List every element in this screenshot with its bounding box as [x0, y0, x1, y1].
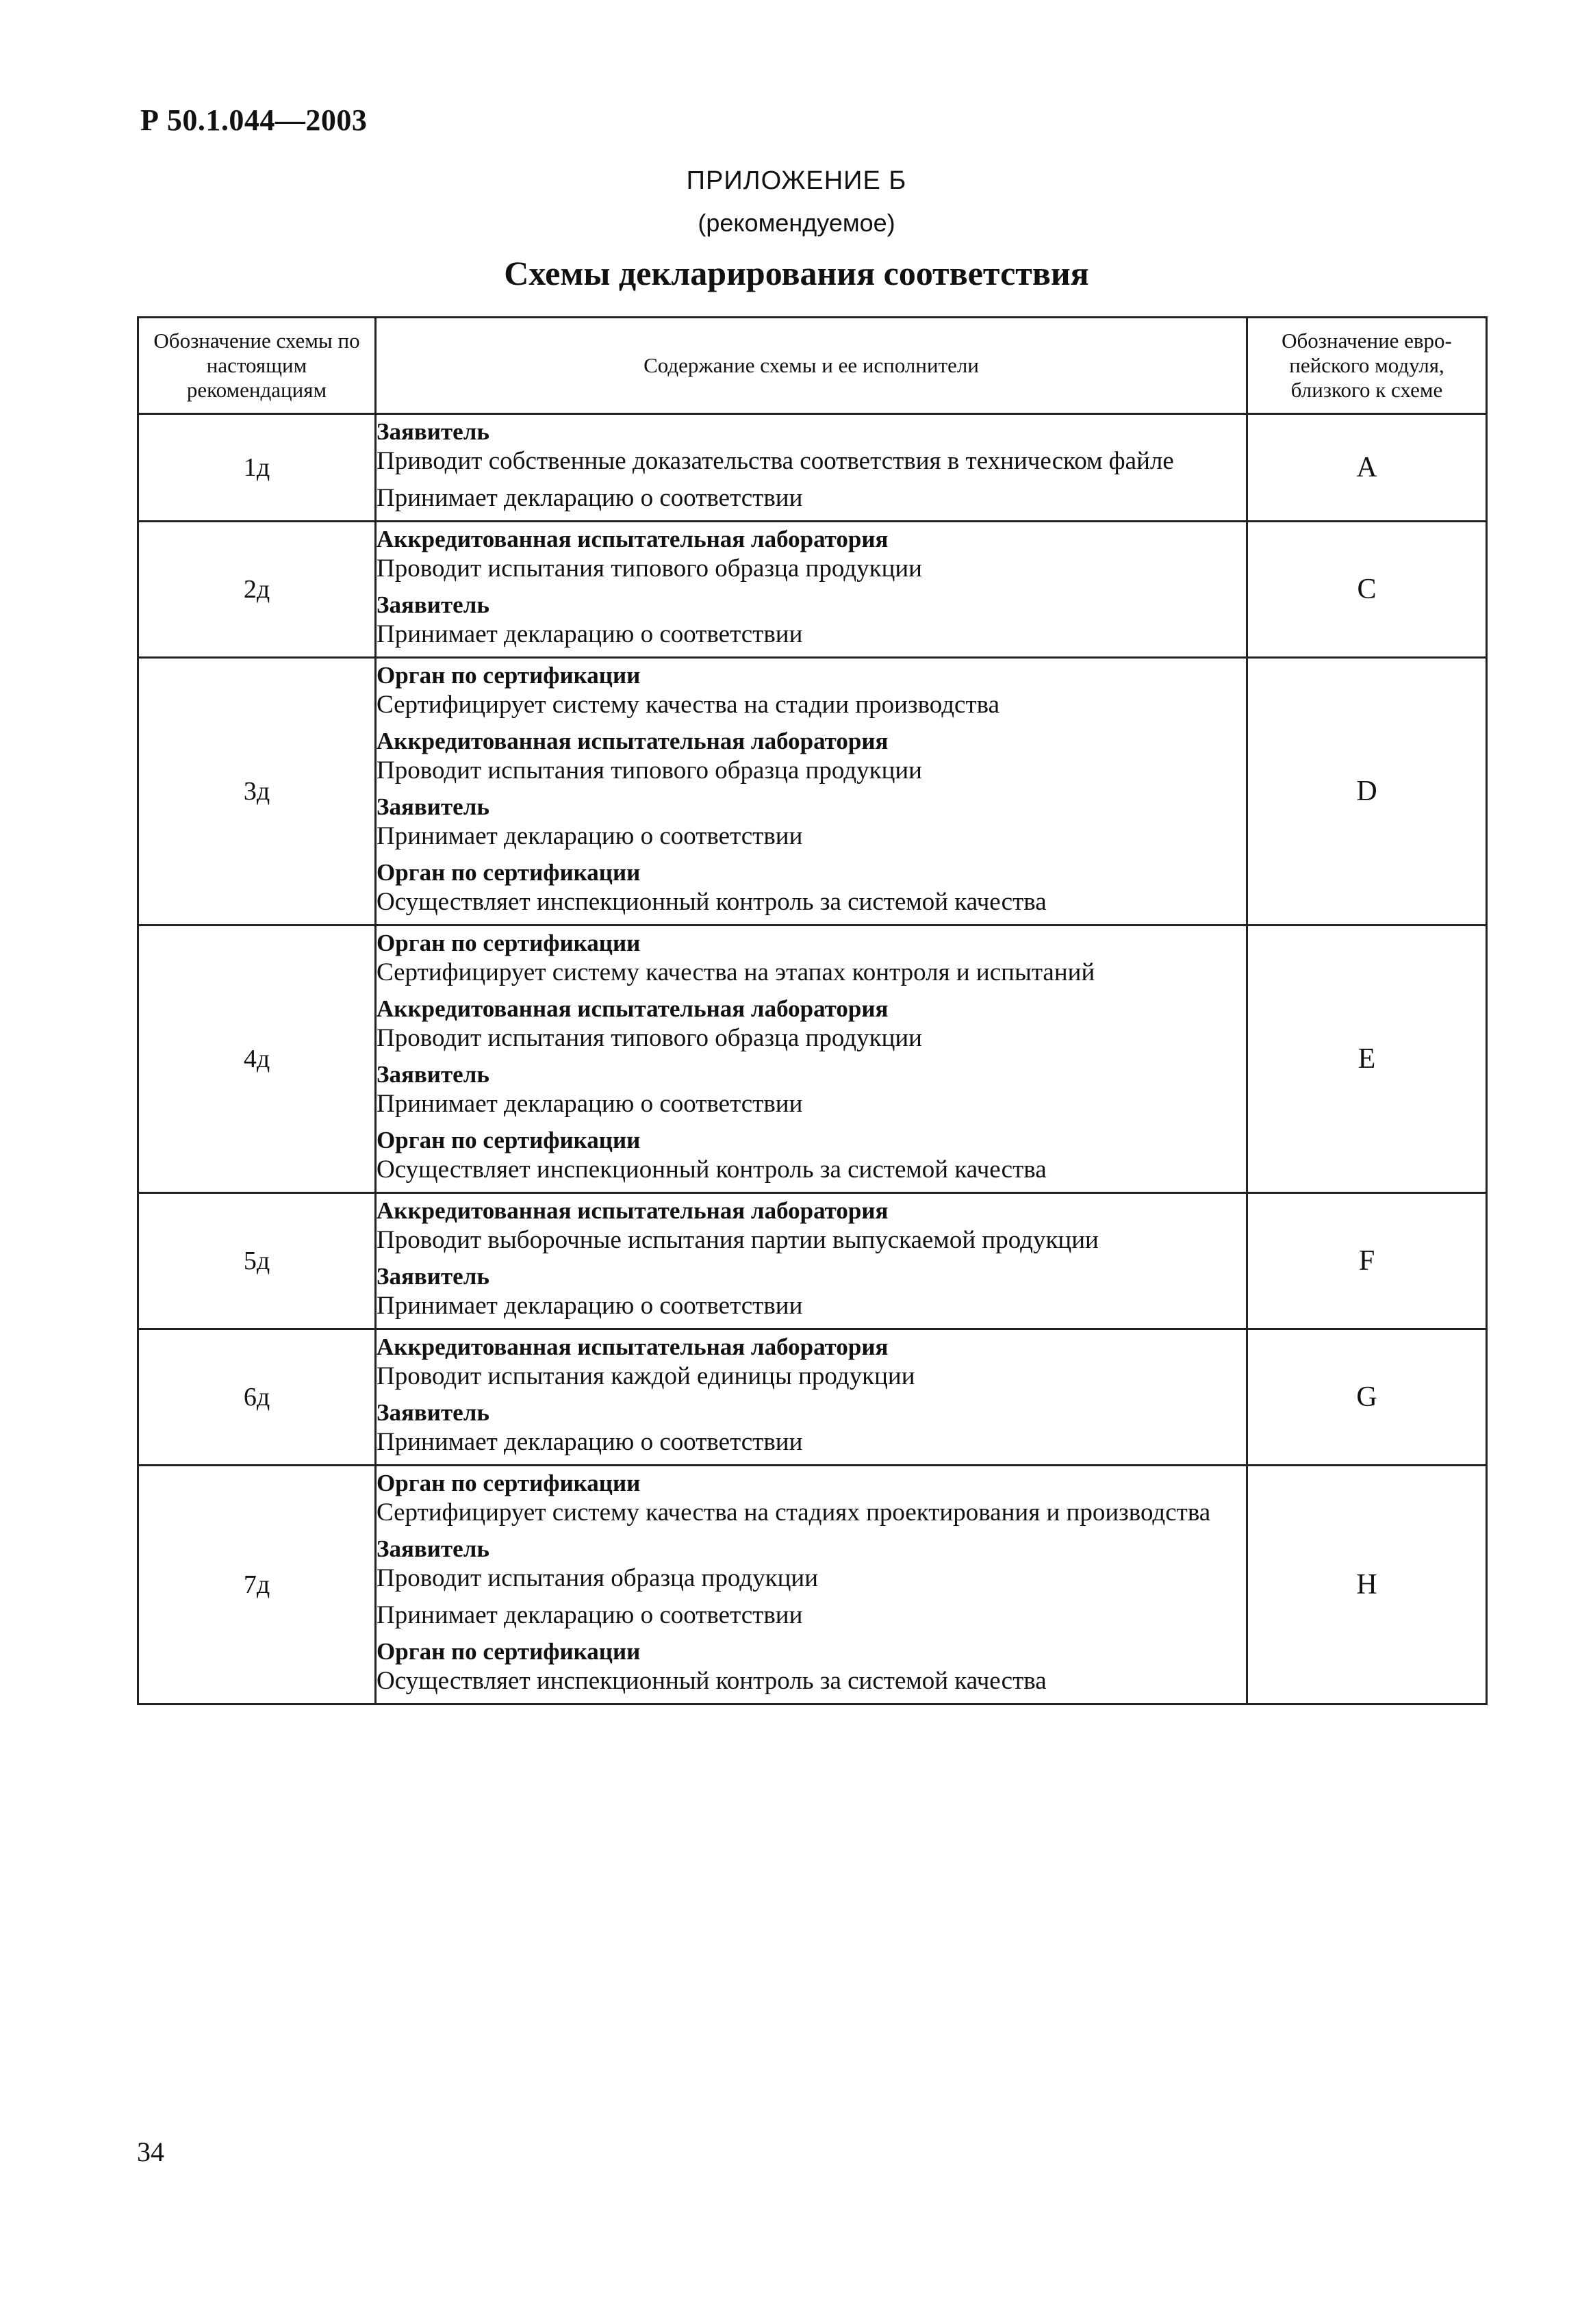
performer-role: Аккредитованная испытательная лаборатория: [377, 526, 889, 552]
performer-role: Орган по сертификации: [377, 930, 641, 956]
schemes-table: [137, 316, 1488, 1705]
table-body: [138, 414, 1487, 1704]
appendix-label: ПРИЛОЖЕНИЕ Б: [686, 166, 907, 195]
scheme-code-cell: 6д: [138, 1329, 376, 1466]
table-row: [138, 522, 1487, 658]
performer-role: Заявитель: [377, 1263, 489, 1290]
scheme-code-cell: 7д: [138, 1466, 376, 1704]
scheme-content-cell: [376, 658, 1247, 925]
performer-role: Орган по сертификации: [377, 1127, 641, 1153]
scheme-code-cell: 3д: [138, 658, 376, 925]
table-row: [138, 1466, 1487, 1704]
performer-action: Проводит испытания типового образца продукции: [377, 756, 922, 784]
scheme-code-cell: 5д: [138, 1193, 376, 1329]
performer-action: Принимает декларацию о соответствии: [377, 1090, 803, 1118]
table-row: [138, 1193, 1487, 1329]
scheme-code-cell: 4д: [138, 925, 376, 1193]
scheme-content-cell: [376, 1329, 1247, 1466]
eu-module-cell: C: [1247, 522, 1487, 658]
eu-module-cell: D: [1247, 658, 1487, 925]
performer-role: Заявитель: [377, 793, 489, 820]
scheme-content-cell: [376, 414, 1247, 522]
performer-action: Принимает декларацию о соответствии: [377, 620, 803, 648]
performer-role: Аккредитованная испытательная лаборатория: [377, 1197, 889, 1224]
performer-role: Аккредитованная испытательная лаборатория: [377, 728, 889, 754]
performer-action: Принимает декларацию о соответствии: [377, 1292, 803, 1320]
performer-action: Проводит испытания каждой единицы продукции: [377, 1362, 915, 1390]
performer-action: Проводит испытания образца продукции: [377, 1564, 818, 1592]
header-scheme-content: Содержание схемы и ее исполнители: [376, 318, 1247, 414]
performer-action: Сертифицирует систему качества на стадиях проектирования и производства: [377, 1498, 1211, 1527]
appendix-status: (рекомендуемое): [698, 209, 895, 237]
performer-action: Принимает декларацию о соответствии: [377, 1601, 803, 1629]
performer-role: Аккредитованная испытательная лаборатория: [377, 1333, 889, 1360]
performer-role: Орган по сертификации: [377, 859, 641, 886]
performer-action: Приводит собственные доказательства соответствия в техническом файле: [377, 447, 1174, 475]
performer-action: Принимает декларацию о соответствии: [377, 822, 803, 850]
scheme-content-cell: [376, 522, 1247, 658]
performer-action: Осуществляет инспекционный контроль за системой качества: [377, 1667, 1047, 1695]
page-number: 34: [137, 2136, 164, 2167]
eu-module-cell: H: [1247, 1466, 1487, 1704]
performer-role: Заявитель: [377, 1399, 489, 1426]
scheme-content-cell: [376, 925, 1247, 1193]
performer-role: Заявитель: [377, 1535, 489, 1562]
performer-action: Осуществляет инспекционный контроль за системой качества: [377, 888, 1047, 916]
performer-role: Аккредитованная испытательная лаборатория: [377, 995, 889, 1022]
eu-module-cell: F: [1247, 1193, 1487, 1329]
performer-role: Орган по сертификации: [377, 1638, 641, 1665]
performer-action: Проводит выборочные испытания партии выпускаемой продукции: [377, 1226, 1099, 1254]
performer-role: Орган по сертификации: [377, 662, 641, 689]
performer-action: Принимает декларацию о соответствии: [377, 484, 803, 512]
document-code: Р 50.1.044—2003: [140, 103, 368, 137]
eu-module-cell: G: [1247, 1329, 1487, 1466]
performer-action: Сертифицирует систему качества на стадии производства: [377, 691, 1000, 719]
header-scheme-code: Обозначение схемы по настоящим рекомендациям: [138, 318, 376, 414]
performer-role: Заявитель: [377, 418, 489, 445]
performer-action: Проводит испытания типового образца продукции: [377, 1024, 922, 1052]
performer-action: Принимает декларацию о соответствии: [377, 1428, 803, 1456]
scheme-content-cell: [376, 1193, 1247, 1329]
scheme-code-cell: 2д: [138, 522, 376, 658]
performer-action: Осуществляет инспекционный контроль за системой качества: [377, 1155, 1047, 1184]
table-header-row: [138, 318, 1487, 414]
performer-action: Проводит испытания типового образца продукции: [377, 554, 922, 583]
performer-role: Орган по сертификации: [377, 1470, 641, 1496]
eu-module-cell: E: [1247, 925, 1487, 1193]
table-row: [138, 414, 1487, 522]
table-row: [138, 925, 1487, 1193]
performer-role: Заявитель: [377, 591, 489, 618]
table-row: [138, 1329, 1487, 1466]
performer-action: Сертифицирует систему качества на этапах контроля и испытаний: [377, 958, 1095, 986]
performer-role: Заявитель: [377, 1061, 489, 1088]
scheme-code-cell: 1д: [138, 414, 376, 522]
page-title: Схемы декларирования соответствия: [504, 254, 1089, 292]
scheme-content-cell: [376, 1466, 1247, 1704]
table-row: [138, 658, 1487, 925]
eu-module-cell: A: [1247, 414, 1487, 522]
header-eu-module: Обозначение евро-пейского модуля, близкого к схеме: [1247, 318, 1487, 414]
